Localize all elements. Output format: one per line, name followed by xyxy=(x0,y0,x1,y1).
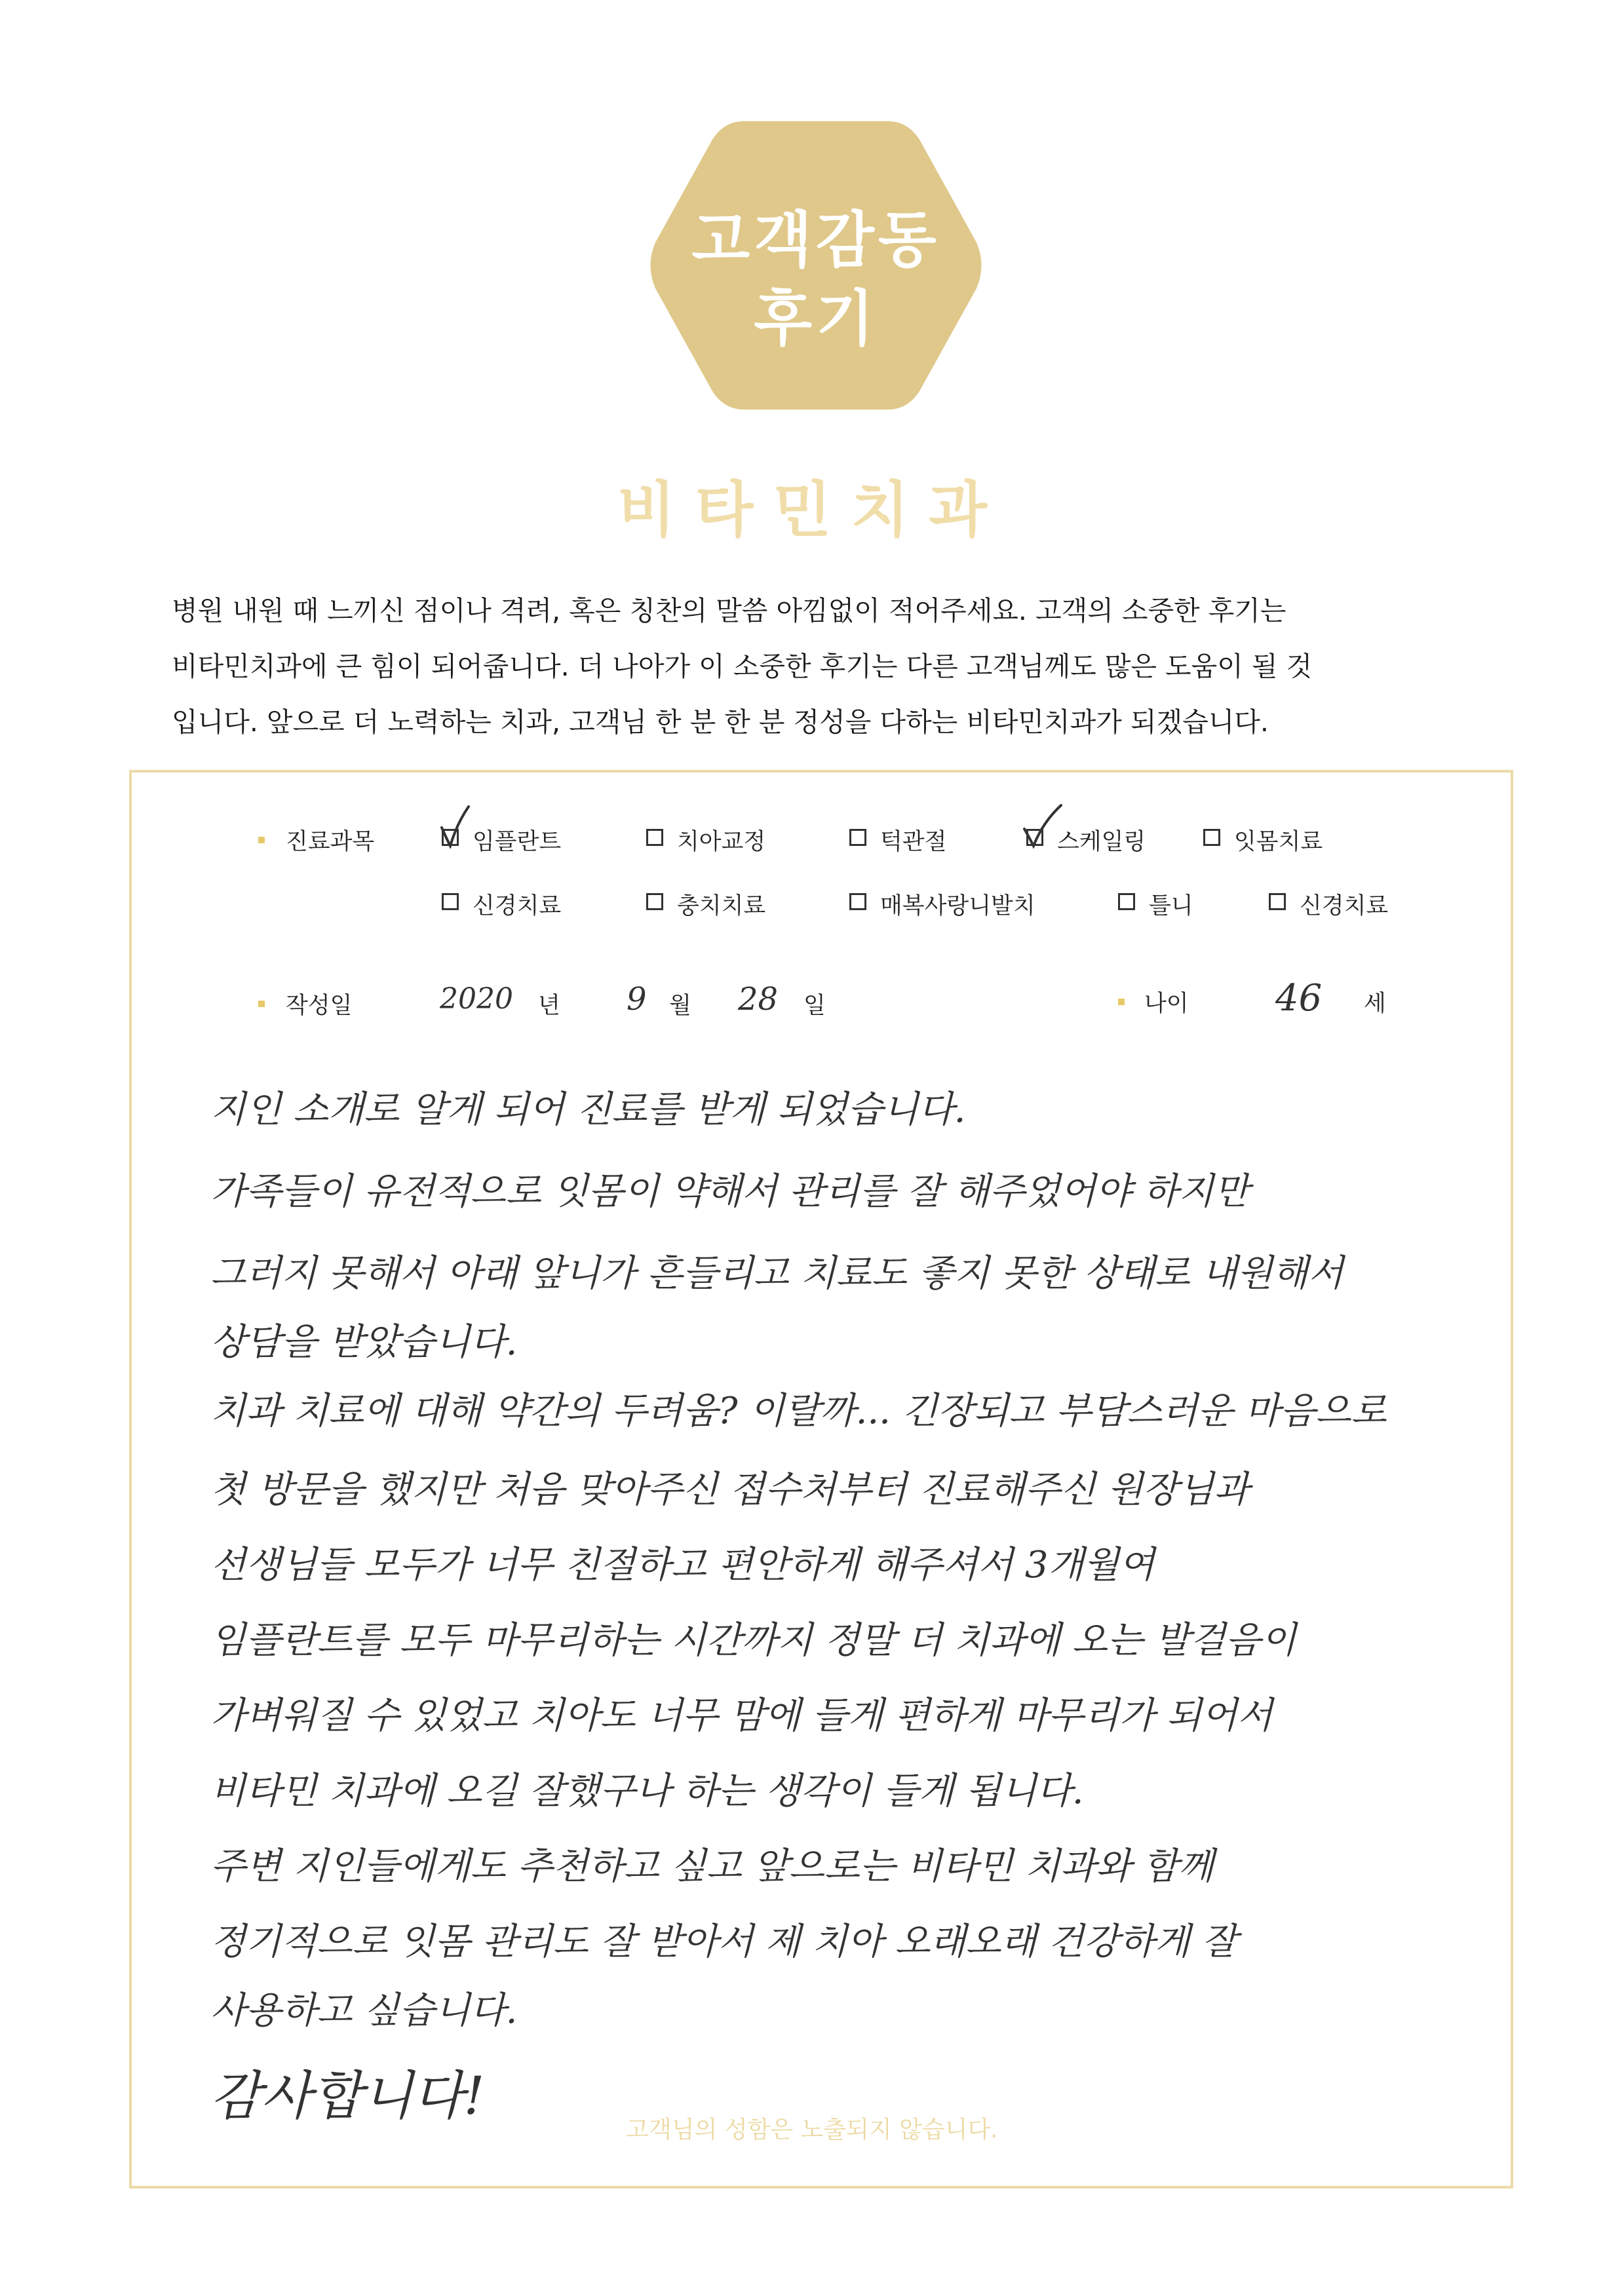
review-closing: 감사합니다! xyxy=(210,2065,485,2126)
review-line: 사용하고 싶습니다. xyxy=(210,1989,518,2032)
check-icon xyxy=(438,805,471,849)
intro-line: 입니다. 앞으로 더 노력하는 치과, 고객님 한 분 한 분 정성을 다하는 비타민치과가 되겠습니다. xyxy=(172,706,1269,738)
year-unit: 년 xyxy=(538,993,560,1019)
bullet-icon xyxy=(258,837,265,843)
bullet-icon xyxy=(258,1001,265,1007)
date-year[interactable]: 2020 xyxy=(440,982,513,1016)
review-line: 그러지 못해서 아래 앞니가 흔들리고 치료도 좋지 못한 상태로 내원해서 xyxy=(210,1252,1344,1295)
review-line: 지인 소개로 알게 되어 진료를 받게 되었습니다. xyxy=(210,1088,966,1131)
day-unit: 일 xyxy=(803,993,826,1019)
review-line: 주변 지인들에게도 추천하고 싶고 앞으로는 비타민 치과와 함께 xyxy=(210,1845,1214,1888)
checkbox-wisdom-tooth[interactable] xyxy=(849,893,866,910)
intro-paragraph xyxy=(172,583,1469,750)
review-line: 상담을 받았습니다. xyxy=(210,1321,518,1364)
review-line: 가벼워질 수 있었고 치아도 너무 맘에 들게 편하게 마무리가 되어서 xyxy=(210,1694,1273,1737)
month-unit: 월 xyxy=(669,993,691,1019)
checkbox-cavity[interactable] xyxy=(646,893,663,910)
clinic-name: 비타민치과 xyxy=(617,475,1007,545)
review-line: 첫 방문을 했지만 처음 맞아주신 접수처부터 진료해주신 원장님과 xyxy=(210,1468,1250,1511)
treatment-label: 진료과목 xyxy=(286,829,375,855)
option-label: 신경치료 xyxy=(1300,893,1389,919)
review-badge xyxy=(646,121,986,410)
option-label: 틀니 xyxy=(1149,893,1193,919)
intro-line: 비타민치과에 큰 힘이 되어줍니다. 더 나아가 이 소중한 후기는 다른 고객님께도 많은 도움이 될 것 xyxy=(172,651,1313,682)
badge-title-line2: 후기 xyxy=(754,284,878,354)
option-label: 신경치료 xyxy=(473,893,562,919)
review-line: 비타민 치과에 오길 잘했구나 하는 생각이 들게 됩니다. xyxy=(210,1770,1084,1812)
option-label: 스케일링 xyxy=(1057,829,1146,855)
checkbox-tmj[interactable] xyxy=(849,829,866,846)
review-form xyxy=(129,770,1513,2189)
age-value[interactable]: 46 xyxy=(1275,977,1323,1020)
checkbox-gum-treatment[interactable] xyxy=(1203,829,1220,846)
checkbox-root-canal[interactable] xyxy=(442,893,459,910)
review-line: 임플란트를 모두 마무리하는 시간까지 정말 더 치과에 오는 발걸음이 xyxy=(210,1619,1297,1662)
badge-title-line1: 고객감동 xyxy=(691,205,940,275)
date-day[interactable]: 28 xyxy=(738,981,779,1018)
option-label: 충치치료 xyxy=(677,893,766,919)
review-line: 가족들이 유전적으로 잇몸이 약해서 관리를 잘 해주었어야 하지만 xyxy=(210,1170,1250,1213)
review-line: 선생님들 모두가 너무 친절하고 편안하게 해주셔서 3개월여 xyxy=(210,1544,1155,1586)
review-line: 정기적으로 잇몸 관리도 잘 받아서 제 치아 오래오래 건강하게 잘 xyxy=(210,1921,1237,1963)
age-unit: 세 xyxy=(1364,991,1386,1017)
privacy-note: 고객님의 성함은 노출되지 않습니다. xyxy=(626,2116,998,2143)
option-label: 턱관절 xyxy=(880,829,947,855)
bullet-icon xyxy=(1118,999,1125,1005)
checkbox-denture[interactable] xyxy=(1118,893,1135,910)
review-line: 치과 치료에 대해 약간의 두려움? 이랄까... 긴장되고 부담스러운 마음으로 xyxy=(210,1390,1387,1432)
option-label: 치아교정 xyxy=(677,829,766,855)
checkbox-root-canal-2[interactable] xyxy=(1269,893,1286,910)
option-label: 임플란트 xyxy=(473,829,562,855)
option-label: 잇몸치료 xyxy=(1234,829,1323,855)
date-month[interactable]: 9 xyxy=(627,981,647,1018)
date-label: 작성일 xyxy=(286,993,353,1019)
checkbox-orthodontics[interactable] xyxy=(646,829,663,846)
intro-line: 병원 내원 때 느끼신 점이나 격려, 혹은 칭찬의 말씀 아낌없이 적어주세요. 고객의 소중한 후기는 xyxy=(172,595,1286,626)
age-label: 나이 xyxy=(1144,991,1189,1017)
option-label: 매복사랑니발치 xyxy=(880,893,1035,919)
